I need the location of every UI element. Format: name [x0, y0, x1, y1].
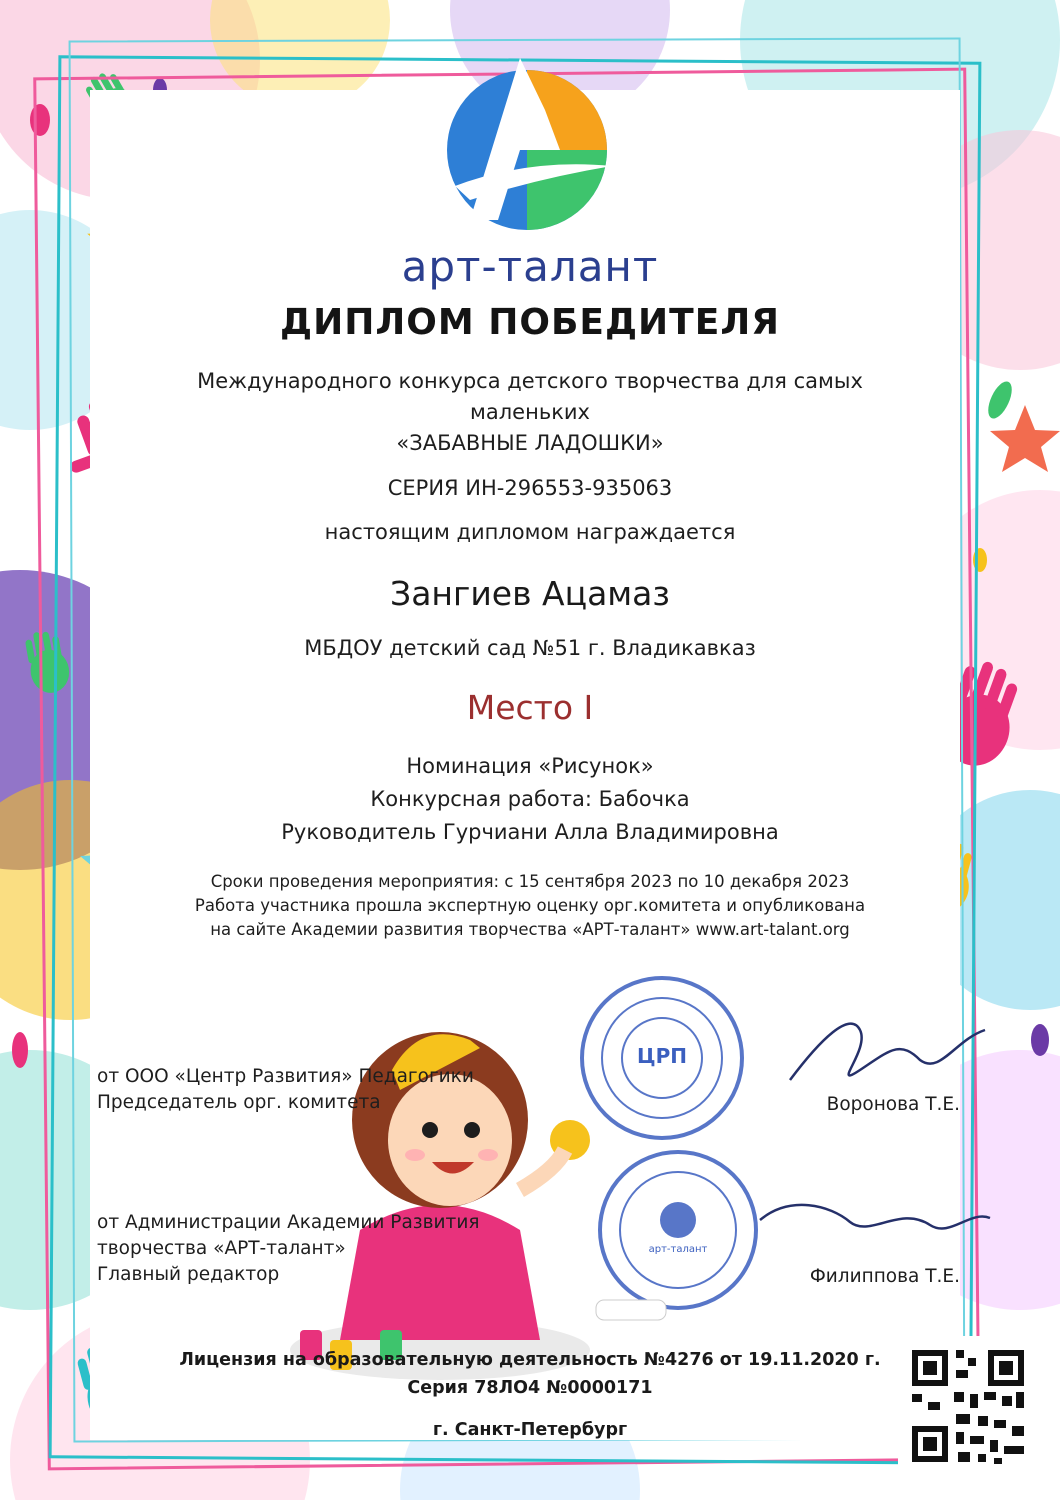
signer-name: Филиппова Т.Е. — [809, 1266, 960, 1287]
supervisor: Руководитель Гурчиани Алла Владимировна — [281, 820, 779, 844]
terms-line: Сроки проведения мероприятия: с 15 сентября 2023 по 10 декабря 2023 — [210, 872, 850, 891]
recipient-organization: МБДОУ детский сад №51 г. Владикавказ — [304, 636, 756, 660]
signature-line: от ООО «Центр Развития» Педагогики — [97, 1066, 474, 1087]
terms-line: Работа участника прошла экспертную оценку орг.комитета и опубликована — [194, 896, 866, 915]
event-terms — [0, 870, 1060, 942]
contest-line: маленьких — [470, 400, 590, 424]
contest-line: Международного конкурса детского творчества для самых — [197, 369, 863, 393]
qr-code[interactable] — [898, 1336, 1038, 1476]
signature-line: Главный редактор — [97, 1264, 280, 1285]
city: г. Санкт-Петербург — [432, 1420, 628, 1440]
contest-description — [0, 366, 1060, 459]
license-series: Серия 78ЛО4 №0000171 — [407, 1378, 653, 1398]
series-number: СЕРИЯ ИН-296553-935063 — [387, 476, 673, 500]
stamp-label: арт-талант — [648, 1244, 708, 1255]
signature-line: Председатель орг. комитета — [97, 1092, 381, 1113]
stamp-label: ЦРП — [637, 1044, 687, 1068]
contest-work: Конкурсная работа: Бабочка — [370, 787, 690, 811]
nomination: Номинация «Рисунок» — [406, 754, 654, 778]
award-details — [0, 750, 1060, 849]
awarded-text: настоящим дипломом награждается — [324, 520, 736, 544]
license-info — [150, 1346, 910, 1402]
qr-code-icon — [898, 1336, 1038, 1476]
license-line: Лицензия на образовательную деятельность №4276 от 19.11.2020 г. — [179, 1350, 881, 1370]
terms-line: на сайте Академии развития творчества «АРТ-талант» www.art-talant.org — [210, 920, 850, 939]
place-award: Место I — [466, 688, 594, 727]
contest-name: «ЗАБАВНЫЕ ЛАДОШКИ» — [396, 431, 664, 455]
signature-block-crp — [97, 1064, 474, 1116]
diploma-title: ДИПЛОМ ПОБЕДИТЕЛЯ — [280, 302, 780, 343]
recipient-name: Зангиев Ацамаз — [390, 574, 670, 613]
signature-block-academy — [97, 1210, 479, 1288]
logo-wordmark: арт-талант — [401, 242, 659, 291]
signer-name: Воронова Т.Е. — [826, 1094, 960, 1115]
signature-line: творчества «АРТ-талант» — [97, 1238, 346, 1259]
signature-line: от Администрации Академии Развития — [97, 1212, 480, 1233]
